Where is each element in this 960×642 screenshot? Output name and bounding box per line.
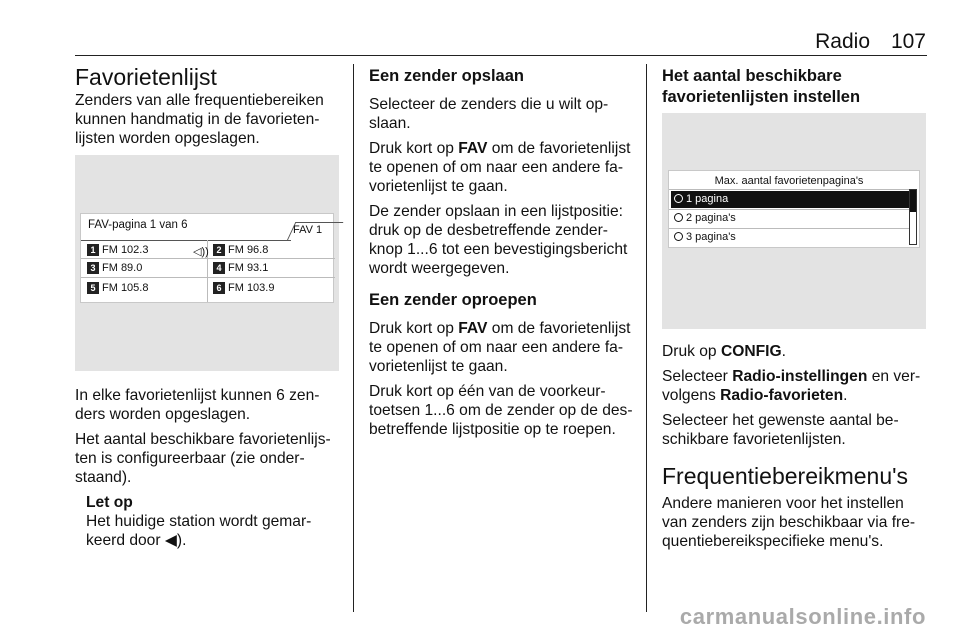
text-fragment: Druk kort op xyxy=(369,320,459,337)
text-fragment: . xyxy=(843,387,848,404)
text-fragment: Druk op xyxy=(662,343,721,360)
radio-settings-label: Radio-instellingen xyxy=(732,368,868,385)
preset-3 xyxy=(87,260,142,277)
preset-1 xyxy=(87,242,148,259)
preset-4 xyxy=(213,260,268,277)
column-divider-1 xyxy=(353,64,354,612)
heading-set-lists: Het aantal beschikbare favorietenlijsten instellen xyxy=(662,67,861,106)
preset-number: 2 xyxy=(213,244,225,256)
paragraph-select-count: Selecteer het gewenste aantal be-schikbare favorietenlijsten. xyxy=(662,412,899,448)
text-fragment: om de favorietenlijst te openen of om naar een andere fa-vorietenlijst te gaan. xyxy=(369,140,631,195)
scrollbar[interactable] xyxy=(909,189,917,245)
radio-icon xyxy=(674,194,683,203)
radio-icon xyxy=(674,232,683,241)
favorites-screen xyxy=(80,213,334,303)
row-line xyxy=(669,189,909,190)
column-2 xyxy=(369,66,637,445)
note-title: Let op xyxy=(86,494,133,511)
preset-number: 1 xyxy=(87,244,99,256)
heading-recall-station: Een zender oproepen xyxy=(369,291,537,309)
fav-key-label: FAV xyxy=(458,320,488,337)
text-fragment: . xyxy=(781,343,786,360)
paragraph-press-fav xyxy=(369,139,637,196)
note-box xyxy=(75,493,345,550)
running-header-title: Radio xyxy=(815,30,870,53)
radio-favorites-label: Radio-favorieten xyxy=(720,387,844,404)
paragraph-configurable: Het aantal beschikbare favorietenlijs-ten is configureerbaar (zie onder-staand). xyxy=(75,431,331,486)
section-heading-favorites: Favorietenlijst xyxy=(75,64,217,90)
favorites-screen-title: FAV-pagina 1 van 6 xyxy=(88,219,188,231)
preset-label: FM 89.0 xyxy=(102,262,143,274)
paragraph-band-menus: Andere manieren voor het instellen van zenders zijn beschikbaar via fre-quentiebereikspecifieke menu's. xyxy=(662,495,916,550)
max-pages-title: Max. aantal favorietenpagina's xyxy=(714,175,864,187)
preset-label: FM 103.9 xyxy=(228,282,275,294)
watermark: carmanualsonline.info xyxy=(679,604,926,629)
favorites-top-line xyxy=(81,240,291,241)
paragraph-press-config xyxy=(662,342,928,361)
heading-save-station: Een zender opslaan xyxy=(369,67,524,85)
paragraph-save-position: De zender opslaan in een lijstpositie: druk op de desbetreffende zender-knop 1...6 tot een bevestigingsbericht wordt weergegeven. xyxy=(369,203,628,277)
scrollbar-thumb[interactable] xyxy=(910,190,916,212)
option-2-paginas[interactable] xyxy=(671,210,909,227)
preset-label: FM 105.8 xyxy=(102,282,149,294)
option-3-paginas[interactable] xyxy=(671,229,909,246)
paragraph-six-stations: In elke favorietenlijst kunnen 6 zen-ders worden opgeslagen. xyxy=(75,387,320,423)
paragraph-press-fav-recall xyxy=(369,319,637,376)
preset-label: FM 93.1 xyxy=(228,262,269,274)
text-fragment: om de favorietenlijst te openen of om naar een andere fa-vorietenlijst te gaan. xyxy=(369,320,631,375)
option-label: 3 pagina's xyxy=(686,231,736,243)
column-divider-2 xyxy=(646,64,647,612)
config-key-label: CONFIG xyxy=(720,343,782,360)
option-1-pagina[interactable] xyxy=(671,191,909,208)
paragraph-select-radio-settings xyxy=(662,367,928,405)
preset-number: 5 xyxy=(87,282,99,294)
paragraph-select-stations: Selecteer de zenders die u wilt op-slaan. xyxy=(369,96,609,132)
column-3 xyxy=(662,66,928,108)
note-text-body: Het huidige station wordt gemar-keerd door xyxy=(86,513,312,549)
paragraph-preset-keys: Druk kort op één van de voorkeur-toetsen 1...6 om de zender op de des-betreffende lijstpositie op te roepen. xyxy=(369,383,633,438)
favorites-tab-label: FAV 1 xyxy=(293,224,323,236)
column-1-lower xyxy=(75,386,345,550)
speaker-icon: ◁)) xyxy=(193,246,209,258)
preset-number: 4 xyxy=(213,262,225,274)
radio-icon xyxy=(674,213,683,222)
max-pages-screen xyxy=(668,170,920,248)
preset-number: 3 xyxy=(87,262,99,274)
preset-label: FM 96.8 xyxy=(228,244,269,256)
favorites-row-line xyxy=(81,277,335,278)
option-label: 1 pagina xyxy=(686,193,729,205)
speaker-icon: ◀) xyxy=(164,532,183,549)
preset-label: FM 102.3 xyxy=(102,244,149,256)
text-fragment: Selecteer xyxy=(662,368,733,385)
text-fragment: Druk kort op xyxy=(369,140,459,157)
note-text: Het huidige station wordt gemar-keerd door ◀). xyxy=(86,513,312,549)
preset-6 xyxy=(213,280,274,297)
header-rule xyxy=(75,55,927,56)
intro-paragraph: Zenders van alle frequentiebereiken kunnen handmatig in de favorieten-lijsten worden opgeslagen. xyxy=(75,92,324,147)
option-label: 2 pagina's xyxy=(686,212,736,224)
preset-2 xyxy=(213,242,268,259)
section-heading-band-menus: Frequentiebereikmenu's xyxy=(662,463,909,489)
page-number: 107 xyxy=(890,30,926,53)
text-fragment: en ver-volgens xyxy=(662,368,921,404)
preset-number: 6 xyxy=(213,282,225,294)
preset-5 xyxy=(87,280,148,297)
column-3-lower xyxy=(662,342,928,557)
column-1 xyxy=(75,64,345,154)
fav-key-label: FAV xyxy=(458,140,488,157)
